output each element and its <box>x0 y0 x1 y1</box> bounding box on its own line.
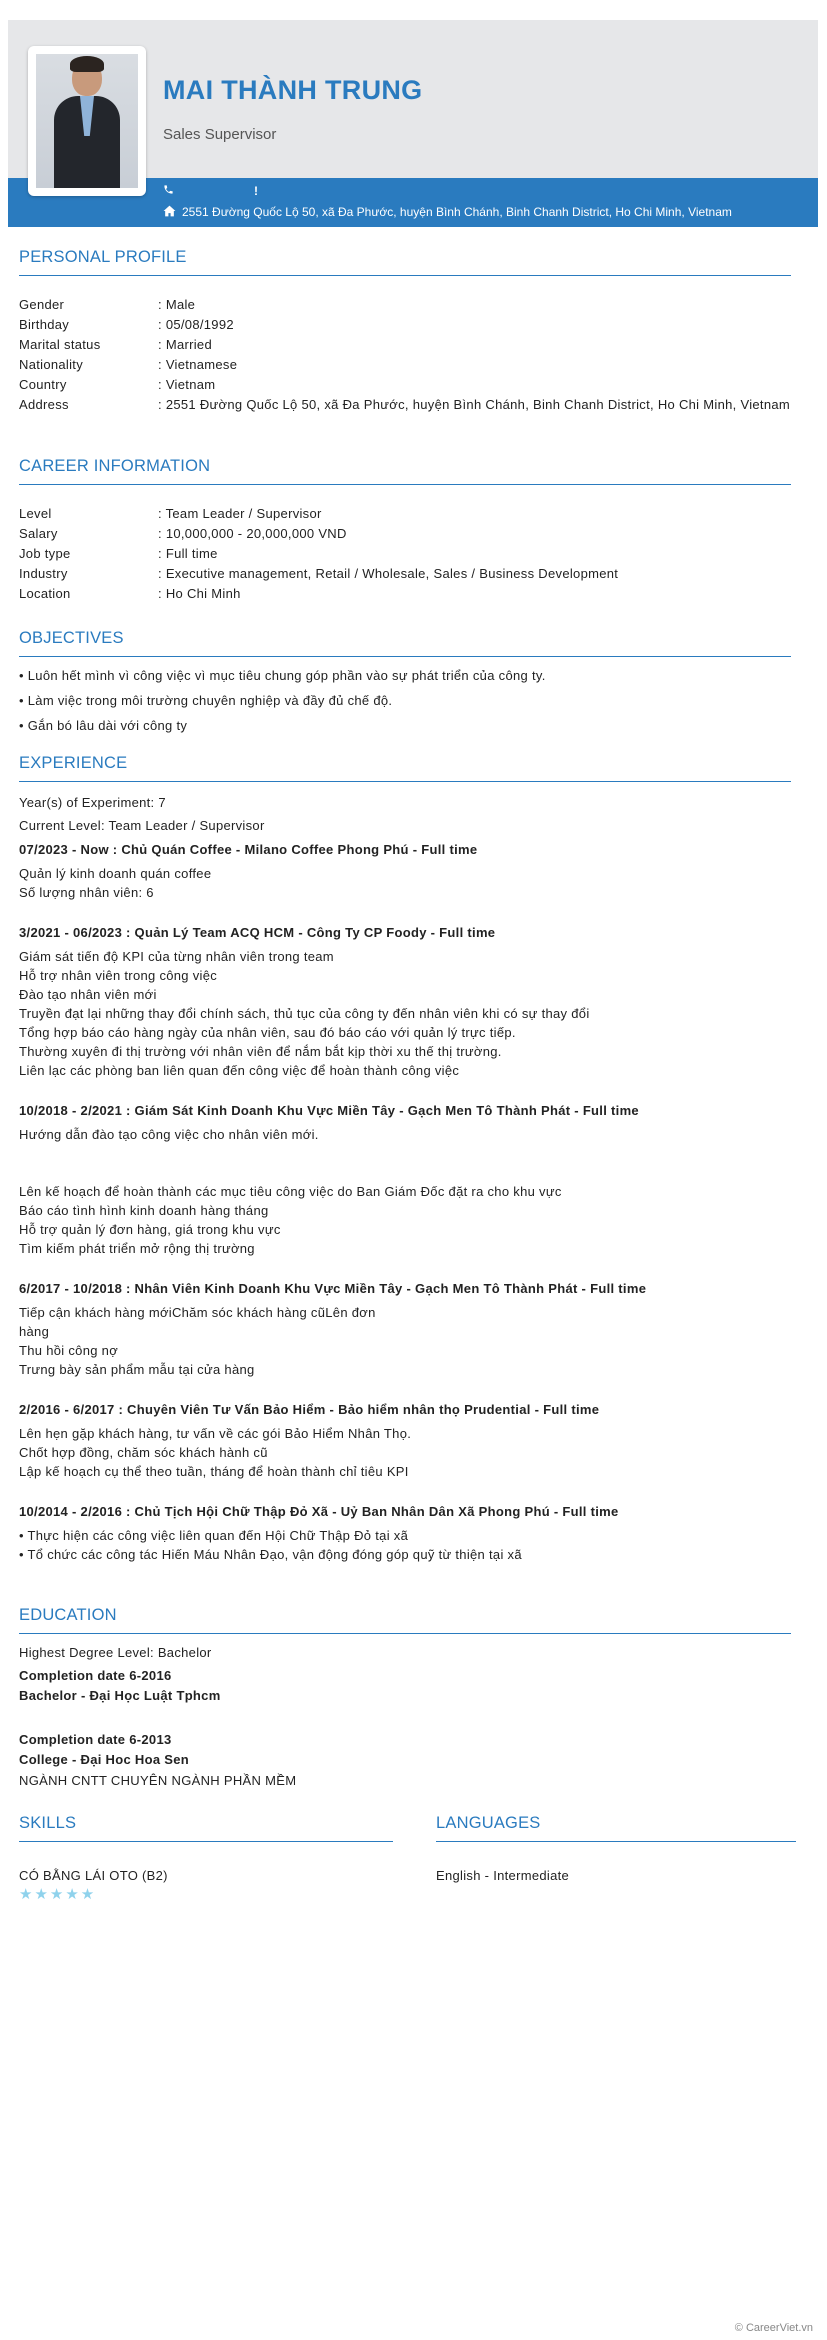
home-icon <box>163 205 176 219</box>
career-info-section <box>19 457 791 604</box>
personal-row <box>19 315 791 335</box>
personal-row-value: : Vietnamese <box>158 357 238 372</box>
experience-entry-line <box>19 1163 791 1182</box>
experience-title: EXPERIENCE <box>19 754 791 782</box>
contact-address: 2551 Đường Quốc Lộ 50, xã Đa Phước, huyện Bình Chánh, Binh Chanh District, Ho Chi Minh, Vietnam <box>182 205 732 219</box>
experience-entry <box>19 838 791 902</box>
experience-entry <box>19 1099 791 1258</box>
personal-row-label: Gender <box>19 297 65 312</box>
language-item: English - Intermediate <box>436 1868 570 1883</box>
phone-icon <box>163 184 174 197</box>
experience-entry-line: Chốt hợp đồng, chăm sóc khách hành cũ <box>19 1445 268 1460</box>
education-date: Completion date 6-2013 <box>19 1732 172 1747</box>
experience-entry-line <box>19 1144 791 1163</box>
career-row <box>19 544 791 564</box>
experience-entry-line: hàng <box>19 1324 50 1339</box>
resume-header <box>8 20 818 178</box>
resume-page <box>8 20 818 227</box>
personal-row-value: : Vietnam <box>158 377 216 392</box>
experience-section <box>19 754 791 1564</box>
education-note: NGÀNH CNTT CHUYÊN NGÀNH PHẦN MỀM <box>19 1773 297 1788</box>
career-row <box>19 524 791 544</box>
personal-row <box>19 355 791 375</box>
experience-entry-line: Tìm kiếm phát triển mở rộng thị trường <box>19 1241 255 1256</box>
experience-entry-heading: 2/2016 - 6/2017 : Chuyên Viên Tư Vấn Bảo Hiểm - Bảo hiểm nhân thọ Prudential - Full time <box>19 1402 600 1417</box>
objective-item: • Làm việc trong môi trường chuyên nghiệp và đầy đủ chế độ. <box>19 693 393 708</box>
career-row-value: : Team Leader / Supervisor <box>158 506 322 521</box>
career-row-label: Salary <box>19 526 58 541</box>
exclamation-icon: ! <box>254 183 258 198</box>
personal-row-label: Nationality <box>19 357 83 372</box>
career-row <box>19 584 791 604</box>
personal-row-value: : 05/08/1992 <box>158 317 234 332</box>
skill-rating-stars: ★★★★★ <box>19 1886 97 1903</box>
profile-photo-card <box>28 46 146 196</box>
experience-entry-heading: 10/2018 - 2/2021 : Giám Sát Kinh Doanh Khu Vực Miền Tây - Gạch Men Tô Thành Phát - Full time <box>19 1103 639 1118</box>
personal-row-value: : 2551 Đường Quốc Lộ 50, xã Đa Phước, huyện Bình Chánh, Binh Chanh District, Ho Chi Minh, Vietnam <box>158 397 791 412</box>
personal-row-value: : Married <box>158 337 212 352</box>
career-row-value: : 10,000,000 - 20,000,000 VND <box>158 526 347 541</box>
education-title: EDUCATION <box>19 1606 791 1634</box>
career-row-label: Industry <box>19 566 68 581</box>
experience-level: Current Level: Team Leader / Supervisor <box>19 818 265 833</box>
career-row-label: Level <box>19 506 52 521</box>
experience-entry-heading: 07/2023 - Now : Chủ Quán Coffee - Milano Coffee Phong Phú - Full time <box>19 842 478 857</box>
experience-entry-line: Hỗ trợ nhân viên trong công việc <box>19 968 218 983</box>
personal-row-value: : Male <box>158 297 196 312</box>
experience-entry-line: Số lượng nhân viên: 6 <box>19 885 154 900</box>
personal-row-label: Marital status <box>19 337 101 352</box>
profile-photo <box>36 54 138 188</box>
personal-row <box>19 395 791 415</box>
personal-profile-section <box>19 248 791 415</box>
objective-item: • Gắn bó lâu dài với công ty <box>19 718 188 733</box>
experience-entry-line: Trưng bày sản phẩm mẫu tại cửa hàng <box>19 1362 255 1377</box>
experience-entry <box>19 921 791 1080</box>
career-row-value: : Ho Chi Minh <box>158 586 241 601</box>
education-school: Bachelor - Đại Học Luật Tphcm <box>19 1688 221 1703</box>
career-row-label: Location <box>19 586 71 601</box>
education-date: Completion date 6-2016 <box>19 1668 172 1683</box>
personal-row-label: Birthday <box>19 317 70 332</box>
career-row <box>19 564 791 584</box>
experience-entry <box>19 1398 791 1481</box>
personal-row-label: Address <box>19 397 69 412</box>
languages-section <box>436 1814 796 1885</box>
experience-entry-line: Thu hồi công nợ <box>19 1343 119 1358</box>
personal-row <box>19 335 791 355</box>
experience-entry-line: Đào tạo nhân viên mới <box>19 987 157 1002</box>
experience-entry-heading: 10/2014 - 2/2016 : Chủ Tịch Hội Chữ Thập Đỏ Xã - Uỷ Ban Nhân Dân Xã Phong Phú - Full time <box>19 1504 619 1519</box>
languages-title: LANGUAGES <box>436 1814 796 1842</box>
experience-entry-line: Giám sát tiến độ KPI của từng nhân viên trong team <box>19 949 334 964</box>
skill-item: CÓ BẰNG LÁI OTO (B2) <box>19 1868 168 1883</box>
experience-entry-line: Liên lạc các phòng ban liên quan đến công việc để hoàn thành công việc <box>19 1063 460 1078</box>
experience-entry-line: Truyền đạt lại những thay đổi chính sách, thủ tục của công ty đến nhân viên khi có sự thay đổi <box>19 1006 590 1021</box>
experience-entry-heading: 3/2021 - 06/2023 : Quản Lý Team ACQ HCM - Công Ty CP Foody - Full time <box>19 925 496 940</box>
experience-entry-line: Hướng dẫn đào tạo công việc cho nhân viên mới. <box>19 1127 319 1142</box>
experience-entry <box>19 1500 791 1564</box>
objectives-title: OBJECTIVES <box>19 629 791 657</box>
experience-entry-line: Tổng hợp báo cáo hàng ngày của nhân viên, sau đó báo cáo với quản lý trực tiếp. <box>19 1025 516 1040</box>
experience-entry-line: Thường xuyên đi thị trường với nhân viên để nắm bắt kịp thời xu thế thị trường. <box>19 1044 502 1059</box>
personal-profile-title: PERSONAL PROFILE <box>19 248 791 276</box>
experience-entry-line: Lên hẹn gặp khách hàng, tư vấn về các gói Bảo Hiểm Nhân Thọ. <box>19 1426 412 1441</box>
experience-years: Year(s) of Experiment: 7 <box>19 795 166 810</box>
experience-entry-line: Quản lý kinh doanh quán coffee <box>19 866 212 881</box>
education-section <box>19 1606 791 1792</box>
objective-item: • Luôn hết mình vì công việc vì mục tiêu chung góp phần vào sự phát triển của công ty. <box>19 668 546 683</box>
career-row-label: Job type <box>19 546 71 561</box>
personal-row <box>19 295 791 315</box>
career-info-title: CAREER INFORMATION <box>19 457 791 485</box>
education-school: College - Đại Hoc Hoa Sen <box>19 1752 190 1767</box>
experience-entry-line: Tiếp cận khách hàng mớiChăm sóc khách hàng cũLên đơn <box>19 1305 376 1320</box>
career-row <box>19 504 791 524</box>
footer-copyright: © CareerViet.vn <box>734 2322 813 2334</box>
experience-entry-heading: 6/2017 - 10/2018 : Nhân Viên Kinh Doanh Khu Vực Miền Tây - Gạch Men Tô Thành Phát - Full time <box>19 1281 647 1296</box>
education-entry <box>19 1666 791 1706</box>
skills-title: SKILLS <box>19 1814 393 1842</box>
experience-entry-line: Báo cáo tình hình kinh doanh hàng tháng <box>19 1203 269 1218</box>
personal-row <box>19 375 791 395</box>
career-row-value: : Executive management, Retail / Wholesale, Sales / Business Development <box>158 566 619 581</box>
education-highest: Highest Degree Level: Bachelor <box>19 1645 212 1660</box>
experience-entry-line: Hỗ trợ quản lý đơn hàng, giá trong khu vực <box>19 1222 281 1237</box>
candidate-title: Sales Supervisor <box>163 126 277 143</box>
career-row-value: : Full time <box>158 546 218 561</box>
experience-entry-line: Lập kế hoạch cụ thể theo tuần, tháng để hoàn thành chỉ tiêu KPI <box>19 1464 409 1479</box>
personal-row-label: Country <box>19 377 67 392</box>
experience-entry-line: Lên kế hoạch để hoàn thành các mục tiêu công việc do Ban Giám Đốc đặt ra cho khu vực <box>19 1184 562 1199</box>
experience-entry-line: • Thực hiện các công việc liên quan đến Hội Chữ Thập Đỏ tại xã <box>19 1528 409 1543</box>
experience-entry-line: • Tổ chức các công tác Hiến Máu Nhân Đạo, vận động đóng góp quỹ từ thiện tại xã <box>19 1547 522 1562</box>
objectives-section <box>19 629 791 738</box>
skills-section <box>19 1814 393 1903</box>
candidate-name: MAI THÀNH TRUNG <box>163 75 423 105</box>
education-entry <box>19 1730 791 1792</box>
experience-entry <box>19 1277 791 1379</box>
